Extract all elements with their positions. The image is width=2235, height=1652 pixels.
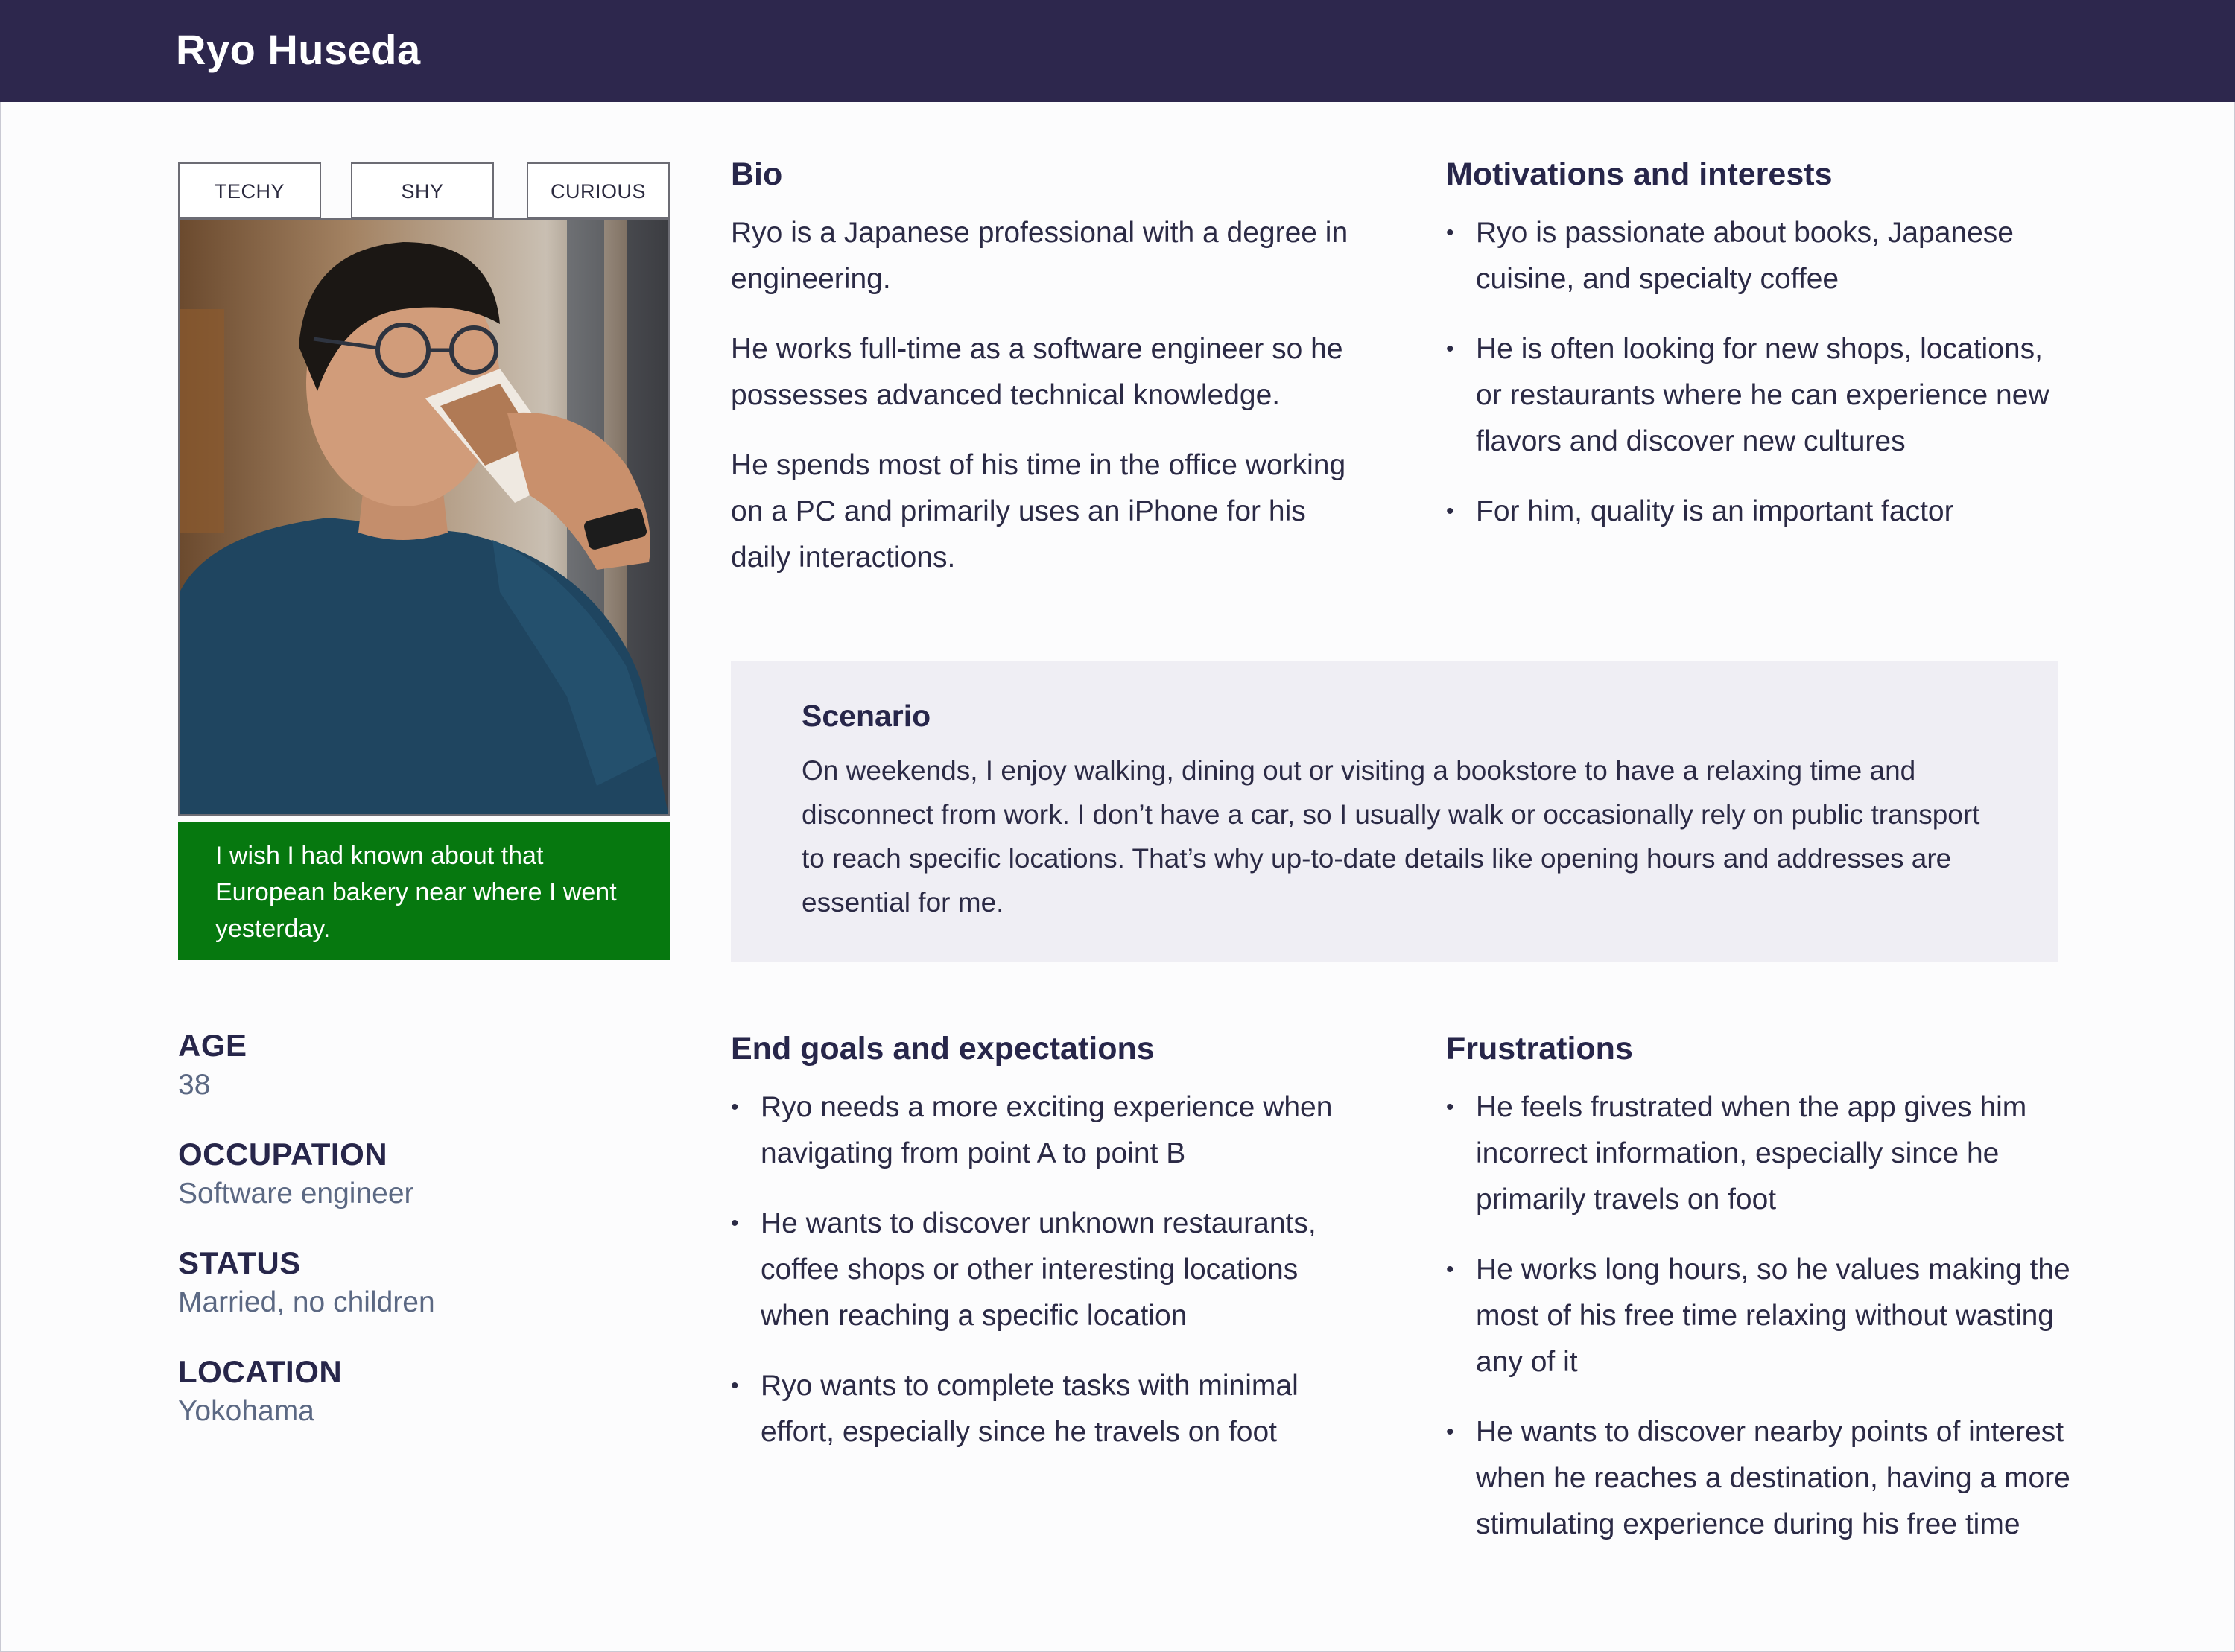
list-item: • He wants to discover nearby points of interest when he reaches a destination, having a more stimulating experience during his free time [1446,1409,2079,1548]
frustrations-list [1446,1084,2079,1572]
motivations-list [1446,210,2057,559]
persona-facts [178,1026,625,1461]
list-item: • Ryo wants to complete tasks with minimal effort, especially since he travels on foot [731,1363,1364,1455]
fact-label: LOCATION [178,1354,343,1389]
persona-quote: I wish I had known about that European bakery near where I went yesterday. [178,822,670,960]
personality-tags [178,162,670,219]
tag-shy: SHY [351,162,494,219]
tag-techy: TECHY [178,162,321,219]
fact-label: STATUS [178,1245,301,1280]
list-item: • Ryo is passionate about books, Japanese cuisine, and specialty coffee [1446,210,2057,302]
list-item: • He feels frustrated when the app gives him incorrect information, especially since he primarily travels on foot [1446,1084,2079,1223]
page-header [0,0,2235,102]
scenario-panel [731,661,2058,962]
scenario-text: On weekends, I enjoy walking, dining out or visiting a bookstore to have a relaxing time and disconnect from work. I don’t have a car, so I usually walk or occasionally rely on public transport to reach specific locations. That’s why up-to-date details like opening hours and addresses are essential for me. [802,755,1980,918]
persona-name: Ryo Huseda [176,26,421,73]
bio-text [731,210,1372,605]
frustrations-title: Frustrations [1446,1031,1633,1067]
list-item: • He wants to discover unknown restaurants, coffee shops or other interesting locations when reaching a specific location [731,1201,1364,1339]
persona-photo [178,218,670,816]
tag-curious: CURIOUS [527,162,670,219]
goals-list [731,1084,1364,1479]
list-item: • Ryo needs a more exciting experience when navigating from point A to point B [731,1084,1364,1177]
fact-value: Software engineer [178,1178,414,1210]
bio-paragraph: He spends most of his time in the office working on a PC and primarily uses an iPhone for his daily interactions. [731,449,1346,574]
list-item: • He works long hours, so he values making the most of his free time relaxing without wasting any of it [1446,1247,2079,1385]
list-item: • For him, quality is an important factor [1446,489,2057,535]
bio-paragraph: He works full-time as a software engineer so he possesses advanced technical knowledge. [731,333,1343,411]
fact-location [178,1353,625,1432]
fact-value: 38 [178,1069,211,1101]
goals-title: End goals and expectations [731,1031,1155,1067]
list-item: • He is often looking for new shops, locations, or restaurants where he can experience new flavors and discover new cultures [1446,326,2057,465]
fact-age [178,1026,625,1105]
scenario-title: Scenario [802,699,931,733]
fact-occupation [178,1135,625,1214]
fact-status [178,1244,625,1323]
bio-title: Bio [731,156,783,192]
fact-value: Married, no children [178,1286,435,1318]
fact-value: Yokohama [178,1395,314,1427]
fact-label: OCCUPATION [178,1137,388,1172]
fact-label: AGE [178,1028,247,1063]
motivations-title: Motivations and interests [1446,156,1833,192]
bio-paragraph: Ryo is a Japanese professional with a degree in engineering. [731,217,1348,295]
